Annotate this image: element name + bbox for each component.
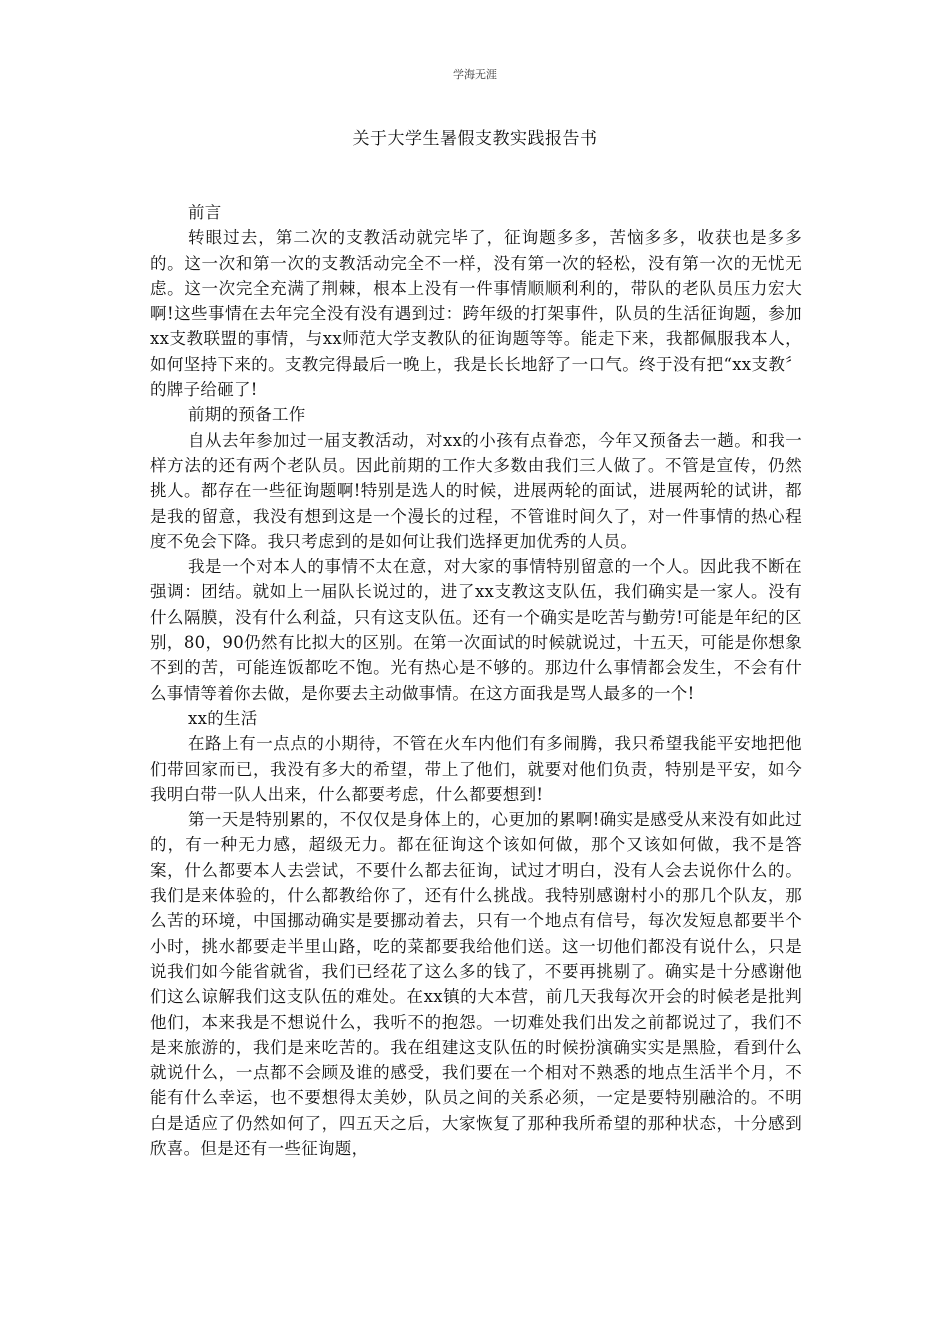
section-heading-life: xx的生活 xyxy=(188,708,258,728)
body-paragraph: 我是一个对本人的事情不太在意，对大家的事情特别留意的一个人。因此我不断在强调：团结。就如上一届队长说过的，进了xx支教这支队伍，我们确实是一家人。没有什么隔膜，没有什么利益，只有这支队伍。还有一个确实是吃苦与勤劳!可能是年纪的区别，80，90仍然有比拟大的区别。在第一次面试的时候就说过，十五天，可能是你想象不到的苦，可能连饭都吃不饱。光有热心是不够的。那边什么事情都会发生，不会有什么事情等着你去做，是你要去主动做事情。在这方面我是骂人最多的一个! xyxy=(150,557,802,703)
document-title: 关于大学生暑假支教实践报告书 xyxy=(352,129,598,149)
section-heading-preparation: 前期的预备工作 xyxy=(188,405,306,425)
body-paragraph: 第一天是特别累的，不仅仅是身体上的，心更加的累啊!确实是感受从来没有如此过的，有一种无力感，超级无力。都在征询这个该如何做，那个又该如何做，我不是答案，什么都要本人去尝试，不要什么都去征询，试过才明白，没有人会去说你什么的。我们是来体验的，什么都教给你了，还有什么挑战。我特别感谢村小的那几个队友，那么苦的环境，中国挪动确实是要挪动着去，只有一个地点有信号，每次发短息都要半个小时，挑水都要走半里山路，吃的菜都要我给他们送。这一切他们都没有说什么，只是说我们如今能省就省，我们已经花了这么多的钱了，不要再挑剔了。确实是十分感谢他们这么谅解我们这支队伍的难处。在xx镇的大本营，前几天我每次开会的时候老是批判他们，本来我是不想说什么，我听不的抱怨。一切难处我们出发之前都说过了，我们不是来旅游的，我们是来吃苦的。我在组建这支队伍的时候扮演确实实是黑脸，看到什么就说什么，一点都不会顾及谁的感受，我们要在一个相对不熟悉的地点生活半个月，不能有什么幸运，也不要想得太美妙，队员之间的关系必须，一定是要特别融洽的。不明白是适应了仍然如何了，四五天之后，大家恢复了那种我所希望的那种状态，十分感到欣喜。但是还有一些征询题， xyxy=(150,810,802,1158)
document-body xyxy=(150,200,802,1161)
body-paragraph: 在路上有一点点的小期待，不管在火车内他们有多闹腾，我只希望我能平安地把他们带回家而已，我没有多大的希望，带上了他们，就要对他们负责，特别是平安，如今我明白带一队人出来，什么都要考虑，什么都要想到! xyxy=(150,734,802,804)
body-paragraph: 转眼过去，第二次的支教活动就完毕了，征询题多多，苦恼多多，收获也是多多的。这一次和第一次的支教活动完全不一样，没有第一次的轻松，没有第一次的无忧无虑。这一次完全充满了荆棘，根本上没有一件事情顺顺利利的，带队的老队员压力宏大啊!这些事情在去年完全没有没有遇到过：跨年级的打架事件，队员的生活征询题，参加xx支教联盟的事情，与xx师范大学支教队的征询题等等。能走下来，我都佩服我本人，如何坚持下来的。支教完得最后一晚上，我是长长地舒了一口气。终于没有把“xx支教〞的牌子给砸了! xyxy=(150,228,802,400)
section-heading-preface: 前言 xyxy=(188,203,222,222)
body-paragraph: 自从去年参加过一届支教活动，对xx的小孩有点眷恋，今年又预备去一趟。和我一样方法的还有两个老队员。因此前期的工作大多数由我们三人做了。不管是宣传，仍然挑人。都存在一些征询题啊!特别是选人的时候，进展两轮的面试，进展两轮的试讲，都是我的留意，我没有想到这是一个漫长的过程，不管谁时间久了，对一件事情的热心程度不免会下降。我只考虑到的是如何让我们选择更加优秀的人员。 xyxy=(150,430,802,551)
page-header: 学海无涯 xyxy=(453,68,497,81)
